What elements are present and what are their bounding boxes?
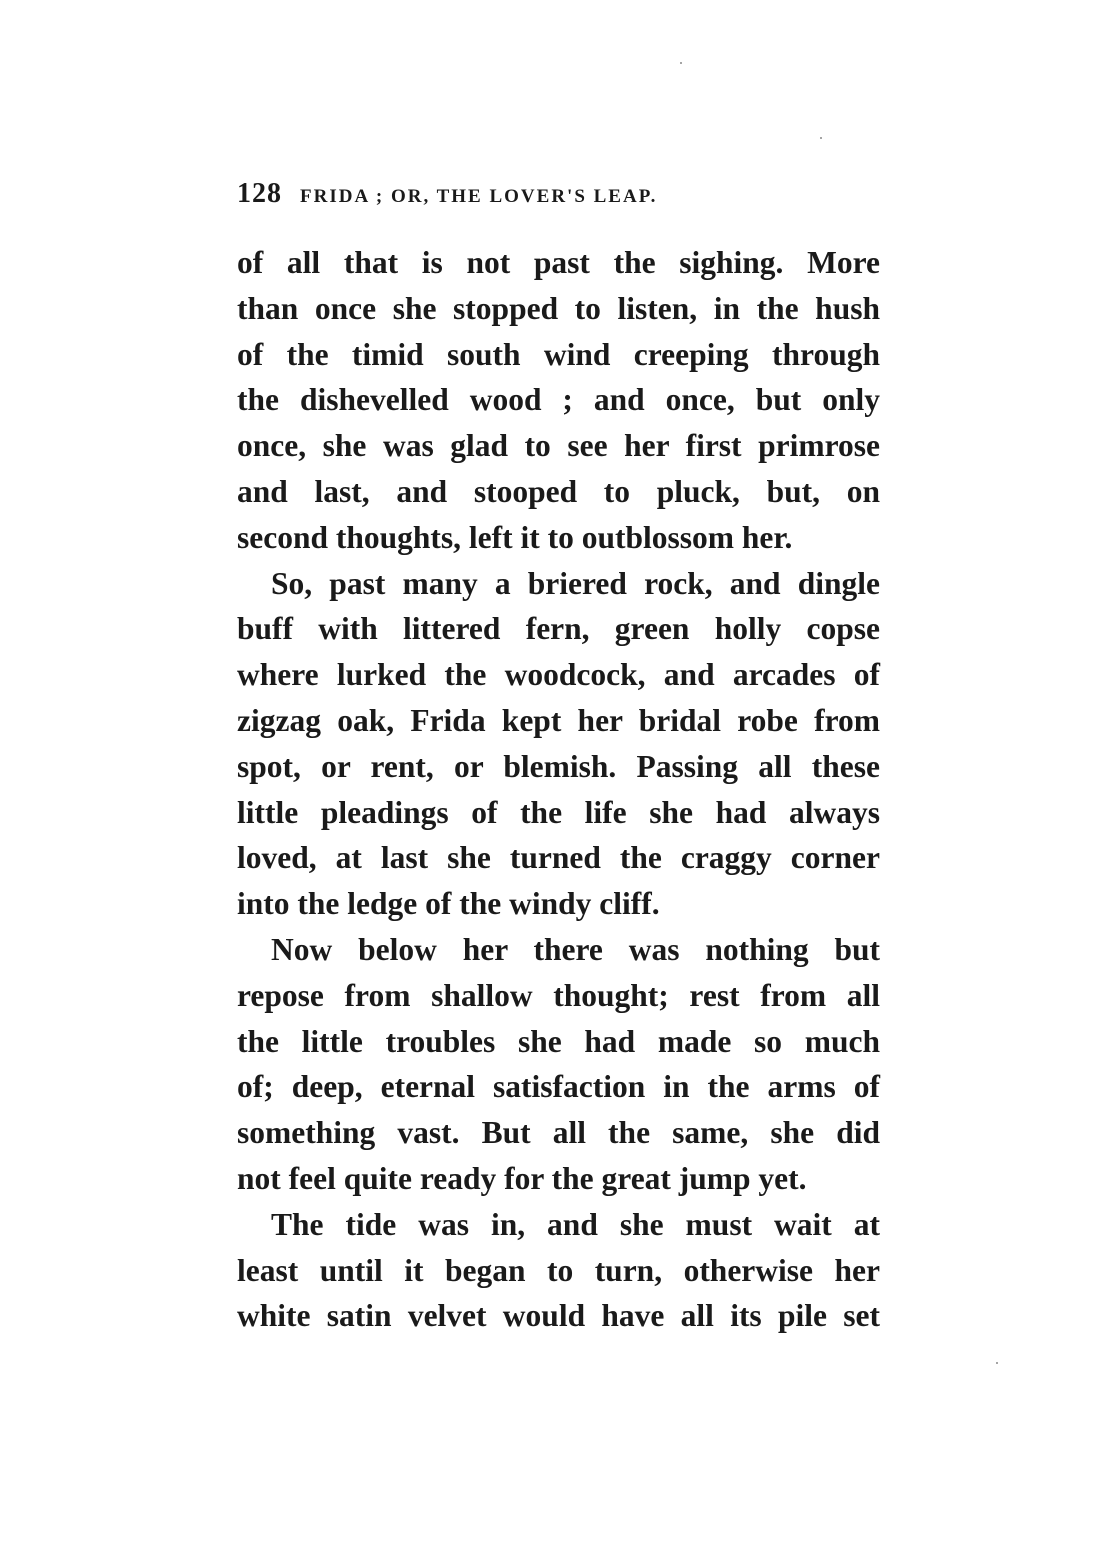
text-line: not feel quite ready for the great jump yet. bbox=[237, 1160, 807, 1196]
paper-speck bbox=[996, 1362, 998, 1364]
text-line: spot, or rent, or blemish. Passing all these bbox=[237, 748, 880, 784]
text-line: zigzag oak, Frida kept her bridal robe from bbox=[237, 702, 880, 738]
text-line: second thoughts, left it to outblossom her. bbox=[237, 519, 793, 555]
text-line: where lurked the woodcock, and arcades of bbox=[237, 657, 880, 693]
text-line: of; deep, eternal satisfaction in the arms of bbox=[237, 1069, 880, 1105]
text-line: and last, and stooped to pluck, but, on bbox=[237, 473, 880, 509]
body-text bbox=[237, 240, 880, 1339]
paragraph bbox=[237, 561, 880, 927]
paper-speck bbox=[820, 137, 822, 139]
paper-speck bbox=[680, 62, 682, 64]
text-line: the little troubles she had made so much bbox=[237, 1023, 880, 1059]
text-line: buff with littered fern, green holly copse bbox=[237, 611, 880, 647]
text-line: least until it began to turn, otherwise her bbox=[237, 1252, 880, 1288]
paragraph bbox=[237, 1202, 880, 1339]
text-line: of the timid south wind creeping through bbox=[237, 336, 880, 372]
paragraph bbox=[237, 240, 880, 561]
text-line: loved, at last she turned the craggy corner bbox=[237, 840, 880, 876]
text-line: into the ledge of the windy cliff. bbox=[237, 886, 660, 922]
text-line: once, she was glad to see her first primrose bbox=[237, 428, 880, 464]
text-line: white satin velvet would have all its pile set bbox=[237, 1298, 880, 1334]
page-number: 128 bbox=[237, 178, 282, 209]
text-line: Now below her there was nothing but bbox=[271, 931, 880, 967]
text-line: little pleadings of the life she had always bbox=[237, 794, 880, 830]
text-line: of all that is not past the sighing. More bbox=[237, 245, 880, 280]
text-line: than once she stopped to listen, in the hush bbox=[237, 290, 880, 326]
running-head bbox=[237, 178, 887, 218]
running-title: FRIDA ; OR, THE LOVER'S LEAP. bbox=[300, 186, 658, 207]
text-line: repose from shallow thought; rest from all bbox=[237, 977, 880, 1013]
text-line: something vast. But all the same, she did bbox=[237, 1115, 880, 1151]
text-line: The tide was in, and she must wait at bbox=[271, 1206, 880, 1242]
text-line: the dishevelled wood ; and once, but only bbox=[237, 382, 880, 418]
text-line: So, past many a briered rock, and dingle bbox=[271, 565, 880, 601]
paragraph bbox=[237, 927, 880, 1202]
